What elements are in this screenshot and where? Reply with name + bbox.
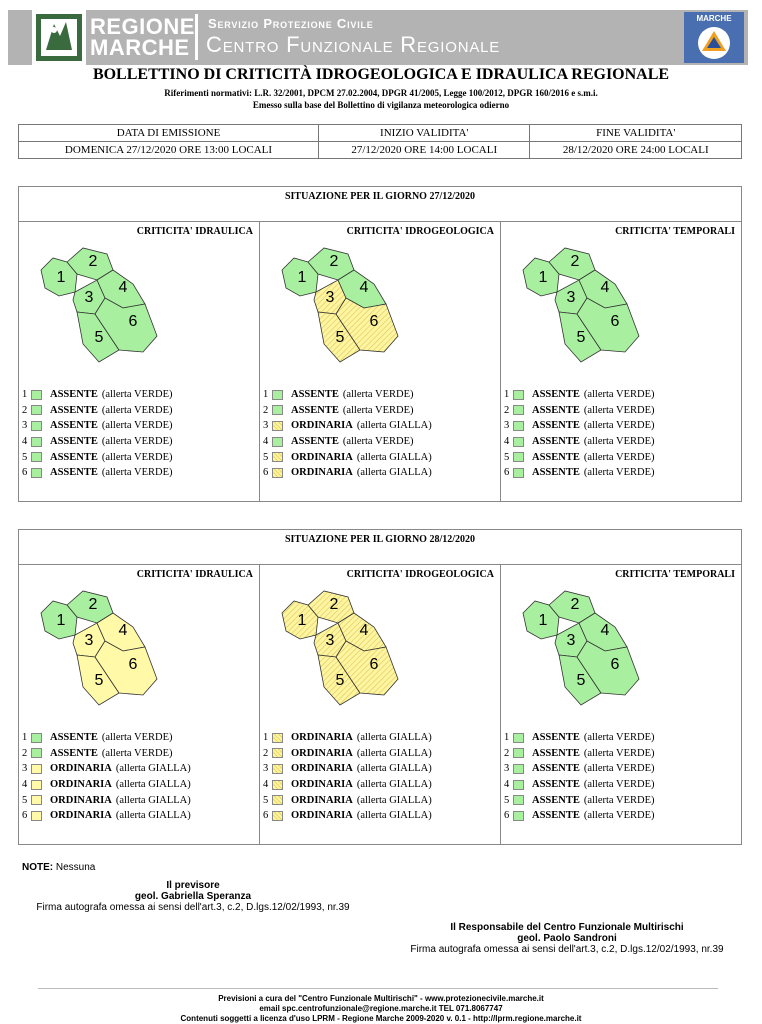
validity-start: 27/12/2020 ORE 14:00 LOCALI bbox=[319, 142, 530, 159]
column-title: CRITICITA' TEMPORALI bbox=[615, 569, 735, 580]
level-label: ORDINARIA bbox=[50, 763, 112, 775]
zone-3-label: 3 bbox=[566, 289, 576, 306]
alert-label: (allerta VERDE) bbox=[583, 810, 655, 822]
level-label: ASSENTE bbox=[532, 389, 580, 401]
alert-label: (allerta GIALLA) bbox=[356, 451, 432, 463]
level-swatch bbox=[272, 452, 283, 462]
zone-number: 6 bbox=[504, 467, 510, 479]
notes bbox=[22, 862, 95, 873]
forecaster-role: Il previsore bbox=[166, 880, 220, 891]
zone-4-label: 4 bbox=[600, 622, 610, 639]
criticality-column bbox=[19, 222, 260, 501]
legend-row bbox=[263, 792, 432, 808]
alert-label: (allerta GIALLA) bbox=[115, 794, 191, 806]
legend-row bbox=[504, 730, 655, 746]
section-title: SITUAZIONE PER IL GIORNO 28/12/2020 bbox=[19, 530, 741, 565]
validity-header: DATA DI EMISSIONE bbox=[19, 125, 319, 142]
level-swatch bbox=[513, 780, 524, 790]
zone-1-label: 1 bbox=[538, 269, 548, 286]
zone-2-label: 2 bbox=[329, 253, 339, 270]
legend-row bbox=[504, 777, 655, 793]
zone-legend bbox=[263, 730, 432, 824]
legend-row bbox=[504, 792, 655, 808]
alert-label: (allerta GIALLA) bbox=[356, 810, 432, 822]
zone-map bbox=[274, 583, 414, 733]
alert-label: (allerta VERDE) bbox=[101, 404, 173, 416]
footer-line: email spc.centrofunzionale@regione.marche.it TEL 071.8067747 bbox=[259, 1004, 503, 1013]
level-label: ORDINARIA bbox=[291, 779, 353, 791]
zone-6-label: 6 bbox=[369, 656, 379, 673]
legend-row bbox=[22, 746, 191, 762]
normative-references: Riferimenti normativi: L.R. 32/2001, DPCM 27.02.2004, DPGR 41/2005, Legge 100/2012, DPGR 160/2016 e s.m.i. bbox=[164, 88, 598, 98]
level-label: ASSENTE bbox=[50, 467, 98, 479]
level-label: ASSENTE bbox=[50, 389, 98, 401]
service-name: Servizio Protezione Civile bbox=[208, 16, 374, 31]
section-title: SITUAZIONE PER IL GIORNO 27/12/2020 bbox=[19, 187, 741, 222]
level-label: ASSENTE bbox=[532, 420, 580, 432]
zone-6-label: 6 bbox=[128, 313, 138, 330]
issued-basis: Emesso sulla base del Bollettino di vigilanza meteorologica odierno bbox=[252, 100, 510, 110]
alert-label: (allerta VERDE) bbox=[583, 763, 655, 775]
alert-label: (allerta GIALLA) bbox=[356, 467, 432, 479]
zone-3-label: 3 bbox=[84, 632, 94, 649]
zone-4-label: 4 bbox=[359, 279, 369, 296]
zone-number: 6 bbox=[504, 810, 510, 822]
legend-row bbox=[504, 449, 655, 465]
level-swatch bbox=[272, 764, 283, 774]
level-swatch bbox=[31, 405, 42, 415]
legend-row bbox=[263, 387, 432, 403]
level-swatch bbox=[272, 437, 283, 447]
zone-6-label: 6 bbox=[369, 313, 379, 330]
alert-label: (allerta VERDE) bbox=[583, 420, 655, 432]
zone-number: 3 bbox=[22, 420, 28, 432]
zone-number: 3 bbox=[504, 420, 510, 432]
validity-table bbox=[18, 124, 742, 159]
level-label: ASSENTE bbox=[50, 451, 98, 463]
footer-line: Contenuti soggetti a licenza d'uso LPRM - Regione Marche 2009-2020 v. 0.1 - http://lprm.regione.marche.it bbox=[180, 1014, 582, 1023]
zone-map bbox=[515, 240, 655, 390]
legend-row bbox=[22, 449, 173, 465]
level-label: ORDINARIA bbox=[50, 810, 112, 822]
zone-map bbox=[515, 583, 655, 733]
zone-number: 2 bbox=[263, 747, 269, 759]
level-swatch bbox=[272, 405, 283, 415]
zone-5-label: 5 bbox=[335, 329, 345, 346]
level-swatch bbox=[31, 811, 42, 821]
forecaster-name: geol. Gabriella Speranza bbox=[134, 891, 252, 902]
legend-row bbox=[22, 730, 191, 746]
zone-number: 6 bbox=[263, 467, 269, 479]
alert-label: (allerta VERDE) bbox=[101, 420, 173, 432]
level-label: ASSENTE bbox=[532, 451, 580, 463]
alert-label: (allerta GIALLA) bbox=[356, 779, 432, 791]
legend-row bbox=[504, 403, 655, 419]
logo-label: MARCHE bbox=[696, 14, 732, 23]
criticality-column bbox=[501, 565, 741, 844]
header-banner bbox=[8, 10, 748, 65]
zone-2-label: 2 bbox=[570, 253, 580, 270]
zone-number: 5 bbox=[504, 451, 510, 463]
alert-label: (allerta VERDE) bbox=[101, 389, 173, 401]
level-swatch bbox=[31, 390, 42, 400]
zone-legend bbox=[22, 387, 173, 481]
level-label: ASSENTE bbox=[291, 389, 339, 401]
level-label: ASSENTE bbox=[50, 420, 98, 432]
alert-label: (allerta GIALLA) bbox=[356, 420, 432, 432]
level-swatch bbox=[272, 468, 283, 478]
legend-row bbox=[22, 792, 191, 808]
alert-label: (allerta VERDE) bbox=[583, 794, 655, 806]
alert-label: (allerta VERDE) bbox=[583, 389, 655, 401]
alert-label: (allerta GIALLA) bbox=[356, 747, 432, 759]
manager-name: geol. Paolo Sandroni bbox=[517, 933, 617, 944]
validity-header: FINE VALIDITA' bbox=[530, 125, 742, 142]
footer-line: Previsioni a cura del "Centro Funzionale Multirischi" - www.protezionecivile.marche.it bbox=[218, 994, 544, 1003]
level-swatch bbox=[31, 437, 42, 447]
zone-number: 5 bbox=[263, 794, 269, 806]
zone-number: 4 bbox=[22, 779, 28, 791]
level-swatch bbox=[513, 811, 524, 821]
legend-row bbox=[22, 434, 173, 450]
alert-label: (allerta VERDE) bbox=[583, 779, 655, 791]
region-name: REGIONE MARCHE bbox=[90, 14, 195, 60]
level-label: ASSENTE bbox=[532, 467, 580, 479]
level-swatch bbox=[513, 390, 524, 400]
zone-legend bbox=[263, 387, 432, 481]
zone-5-label: 5 bbox=[576, 329, 586, 346]
notes-label: NOTE: bbox=[22, 862, 54, 873]
zone-6-label: 6 bbox=[128, 656, 138, 673]
legend-row bbox=[504, 746, 655, 762]
level-label: ASSENTE bbox=[532, 763, 580, 775]
forecaster-disclaimer: Firma autografa omessa ai sensi dell'art.3, c.2, D.lgs.12/02/1993, nr.39 bbox=[36, 902, 350, 913]
level-swatch bbox=[513, 452, 524, 462]
level-label: ASSENTE bbox=[532, 732, 580, 744]
zone-number: 3 bbox=[22, 763, 28, 775]
level-swatch bbox=[272, 733, 283, 743]
alert-label: (allerta VERDE) bbox=[342, 389, 414, 401]
column-title: CRITICITA' IDRAULICA bbox=[136, 569, 253, 580]
notes-text: Nessuna bbox=[55, 862, 96, 873]
criticality-column bbox=[260, 565, 501, 844]
alert-label: (allerta VERDE) bbox=[583, 404, 655, 416]
zone-number: 2 bbox=[22, 404, 28, 416]
column-title: CRITICITA' IDROGEOLOGICA bbox=[346, 569, 494, 580]
legend-row bbox=[504, 387, 655, 403]
protezione-civile-logo bbox=[684, 12, 744, 63]
alert-label: (allerta VERDE) bbox=[342, 436, 414, 448]
zone-2-label: 2 bbox=[88, 596, 98, 613]
level-swatch bbox=[31, 780, 42, 790]
bulletin-title: BOLLETTINO DI CRITICITÀ IDROGEOLOGICA E IDRAULICA REGIONALE bbox=[92, 66, 670, 83]
legend-row bbox=[22, 387, 173, 403]
alert-label: (allerta VERDE) bbox=[101, 467, 173, 479]
alert-label: (allerta VERDE) bbox=[101, 436, 173, 448]
legend-row bbox=[504, 761, 655, 777]
level-label: ORDINARIA bbox=[291, 794, 353, 806]
zone-map bbox=[33, 583, 173, 733]
alert-label: (allerta VERDE) bbox=[583, 451, 655, 463]
zone-2-label: 2 bbox=[570, 596, 580, 613]
level-swatch bbox=[513, 795, 524, 805]
zone-number: 5 bbox=[263, 451, 269, 463]
legend-row bbox=[263, 761, 432, 777]
legend-row bbox=[22, 465, 173, 481]
alert-label: (allerta GIALLA) bbox=[356, 794, 432, 806]
column-title: CRITICITA' IDROGEOLOGICA bbox=[346, 226, 494, 237]
level-label: ASSENTE bbox=[532, 779, 580, 791]
alert-label: (allerta GIALLA) bbox=[115, 779, 191, 791]
zone-3-label: 3 bbox=[84, 289, 94, 306]
level-label: ORDINARIA bbox=[291, 451, 353, 463]
zone-number: 1 bbox=[263, 389, 269, 401]
level-swatch bbox=[31, 748, 42, 758]
level-swatch bbox=[272, 795, 283, 805]
zone-number: 2 bbox=[504, 404, 510, 416]
manager-signature bbox=[392, 922, 742, 955]
zone-3-label: 3 bbox=[325, 289, 335, 306]
level-label: ORDINARIA bbox=[291, 747, 353, 759]
zone-number: 4 bbox=[504, 436, 510, 448]
zone-1-label: 1 bbox=[56, 269, 66, 286]
level-swatch bbox=[31, 733, 42, 743]
day-section bbox=[18, 529, 742, 845]
zone-number: 2 bbox=[22, 747, 28, 759]
zone-number: 6 bbox=[22, 467, 28, 479]
zone-legend bbox=[22, 730, 191, 824]
level-label: ASSENTE bbox=[50, 404, 98, 416]
zone-number: 3 bbox=[504, 763, 510, 775]
column-title: CRITICITA' IDRAULICA bbox=[136, 226, 253, 237]
level-label: ASSENTE bbox=[50, 747, 98, 759]
zone-3-label: 3 bbox=[566, 632, 576, 649]
centre-name: Centro Funzionale Regionale bbox=[206, 32, 501, 57]
level-label: ASSENTE bbox=[50, 732, 98, 744]
alert-label: (allerta VERDE) bbox=[342, 404, 414, 416]
legend-row bbox=[22, 403, 173, 419]
zone-number: 6 bbox=[263, 810, 269, 822]
zone-number: 3 bbox=[263, 763, 269, 775]
zone-3-label: 3 bbox=[325, 632, 335, 649]
level-swatch bbox=[513, 437, 524, 447]
legend-row bbox=[504, 808, 655, 824]
level-label: ASSENTE bbox=[291, 436, 339, 448]
zone-5-label: 5 bbox=[94, 329, 104, 346]
level-swatch bbox=[272, 780, 283, 790]
alert-label: (allerta VERDE) bbox=[101, 451, 173, 463]
level-swatch bbox=[272, 811, 283, 821]
zone-4-label: 4 bbox=[600, 279, 610, 296]
level-swatch bbox=[513, 421, 524, 431]
zone-2-label: 2 bbox=[329, 596, 339, 613]
legend-row bbox=[504, 434, 655, 450]
alert-label: (allerta GIALLA) bbox=[356, 763, 432, 775]
zone-number: 2 bbox=[263, 404, 269, 416]
alert-label: (allerta VERDE) bbox=[583, 732, 655, 744]
zone-map bbox=[274, 240, 414, 390]
zone-number: 3 bbox=[263, 420, 269, 432]
level-label: ORDINARIA bbox=[291, 810, 353, 822]
level-label: ASSENTE bbox=[291, 404, 339, 416]
footer-divider bbox=[38, 988, 718, 989]
alert-label: (allerta VERDE) bbox=[583, 436, 655, 448]
zone-number: 5 bbox=[22, 451, 28, 463]
legend-row bbox=[263, 777, 432, 793]
legend-row bbox=[263, 418, 432, 434]
level-label: ASSENTE bbox=[532, 794, 580, 806]
level-label: ORDINARIA bbox=[291, 420, 353, 432]
zone-2-label: 2 bbox=[88, 253, 98, 270]
legend-row bbox=[22, 761, 191, 777]
level-swatch bbox=[513, 748, 524, 758]
zone-4-label: 4 bbox=[118, 622, 128, 639]
zone-legend bbox=[504, 387, 655, 481]
zone-number: 6 bbox=[22, 810, 28, 822]
issue-date: DOMENICA 27/12/2020 ORE 13:00 LOCALI bbox=[19, 142, 319, 159]
footer bbox=[0, 994, 762, 1024]
manager-disclaimer: Firma autografa omessa ai sensi dell'art.3, c.2, D.lgs.12/02/1993, nr.39 bbox=[410, 944, 724, 955]
zone-number: 1 bbox=[263, 732, 269, 744]
level-label: ORDINARIA bbox=[50, 794, 112, 806]
level-swatch bbox=[272, 748, 283, 758]
level-swatch bbox=[513, 764, 524, 774]
legend-row bbox=[22, 418, 173, 434]
zone-5-label: 5 bbox=[335, 672, 345, 689]
alert-label: (allerta GIALLA) bbox=[115, 763, 191, 775]
zone-number: 1 bbox=[504, 732, 510, 744]
zone-4-label: 4 bbox=[359, 622, 369, 639]
zone-number: 1 bbox=[22, 732, 28, 744]
legend-row bbox=[263, 808, 432, 824]
level-label: ORDINARIA bbox=[50, 779, 112, 791]
legend-row bbox=[263, 449, 432, 465]
zone-number: 4 bbox=[22, 436, 28, 448]
zone-1-label: 1 bbox=[56, 612, 66, 629]
alert-label: (allerta GIALLA) bbox=[356, 732, 432, 744]
level-label: ASSENTE bbox=[532, 747, 580, 759]
level-label: ASSENTE bbox=[50, 436, 98, 448]
level-label: ASSENTE bbox=[532, 404, 580, 416]
level-swatch bbox=[31, 421, 42, 431]
legend-row bbox=[263, 403, 432, 419]
validity-end: 28/12/2020 ORE 24:00 LOCALI bbox=[530, 142, 742, 159]
level-swatch bbox=[31, 468, 42, 478]
day-section bbox=[18, 186, 742, 502]
zone-5-label: 5 bbox=[576, 672, 586, 689]
zone-1-label: 1 bbox=[538, 612, 548, 629]
level-swatch bbox=[272, 390, 283, 400]
manager-role: Il Responsabile del Centro Funzionale Multirischi bbox=[450, 922, 684, 933]
zone-number: 4 bbox=[263, 436, 269, 448]
level-label: ORDINARIA bbox=[291, 732, 353, 744]
criticality-column bbox=[501, 222, 741, 501]
legend-row bbox=[263, 434, 432, 450]
legend-row bbox=[263, 730, 432, 746]
zone-1-label: 1 bbox=[297, 269, 307, 286]
legend-row bbox=[504, 418, 655, 434]
level-swatch bbox=[513, 733, 524, 743]
level-label: ORDINARIA bbox=[291, 467, 353, 479]
zone-6-label: 6 bbox=[610, 656, 620, 673]
zone-5-label: 5 bbox=[94, 672, 104, 689]
divider bbox=[195, 14, 198, 60]
zone-legend bbox=[504, 730, 655, 824]
level-swatch bbox=[513, 405, 524, 415]
legend-row bbox=[504, 465, 655, 481]
alert-label: (allerta VERDE) bbox=[101, 747, 173, 759]
level-swatch bbox=[31, 764, 42, 774]
legend-row bbox=[22, 808, 191, 824]
alert-label: (allerta VERDE) bbox=[583, 747, 655, 759]
zone-number: 1 bbox=[22, 389, 28, 401]
level-label: ASSENTE bbox=[532, 436, 580, 448]
level-label: ORDINARIA bbox=[291, 763, 353, 775]
legend-row bbox=[22, 777, 191, 793]
zone-number: 4 bbox=[263, 779, 269, 791]
zone-6-label: 6 bbox=[610, 313, 620, 330]
level-swatch bbox=[272, 421, 283, 431]
legend-row bbox=[263, 746, 432, 762]
zone-1-label: 1 bbox=[297, 612, 307, 629]
forecaster-signature bbox=[18, 880, 368, 913]
zone-4-label: 4 bbox=[118, 279, 128, 296]
zone-number: 5 bbox=[22, 794, 28, 806]
alert-label: (allerta GIALLA) bbox=[115, 810, 191, 822]
level-label: ASSENTE bbox=[532, 810, 580, 822]
level-swatch bbox=[31, 452, 42, 462]
zone-number: 2 bbox=[504, 747, 510, 759]
legend-row bbox=[263, 465, 432, 481]
column-title: CRITICITA' TEMPORALI bbox=[615, 226, 735, 237]
level-swatch bbox=[31, 795, 42, 805]
zone-number: 4 bbox=[504, 779, 510, 791]
zone-map bbox=[33, 240, 173, 390]
alert-label: (allerta VERDE) bbox=[583, 467, 655, 479]
zone-number: 1 bbox=[504, 389, 510, 401]
regione-logo bbox=[32, 10, 86, 65]
zone-number: 5 bbox=[504, 794, 510, 806]
alert-label: (allerta VERDE) bbox=[101, 732, 173, 744]
validity-header: INIZIO VALIDITA' bbox=[319, 125, 530, 142]
level-swatch bbox=[513, 468, 524, 478]
criticality-column bbox=[19, 565, 260, 844]
criticality-column bbox=[260, 222, 501, 501]
